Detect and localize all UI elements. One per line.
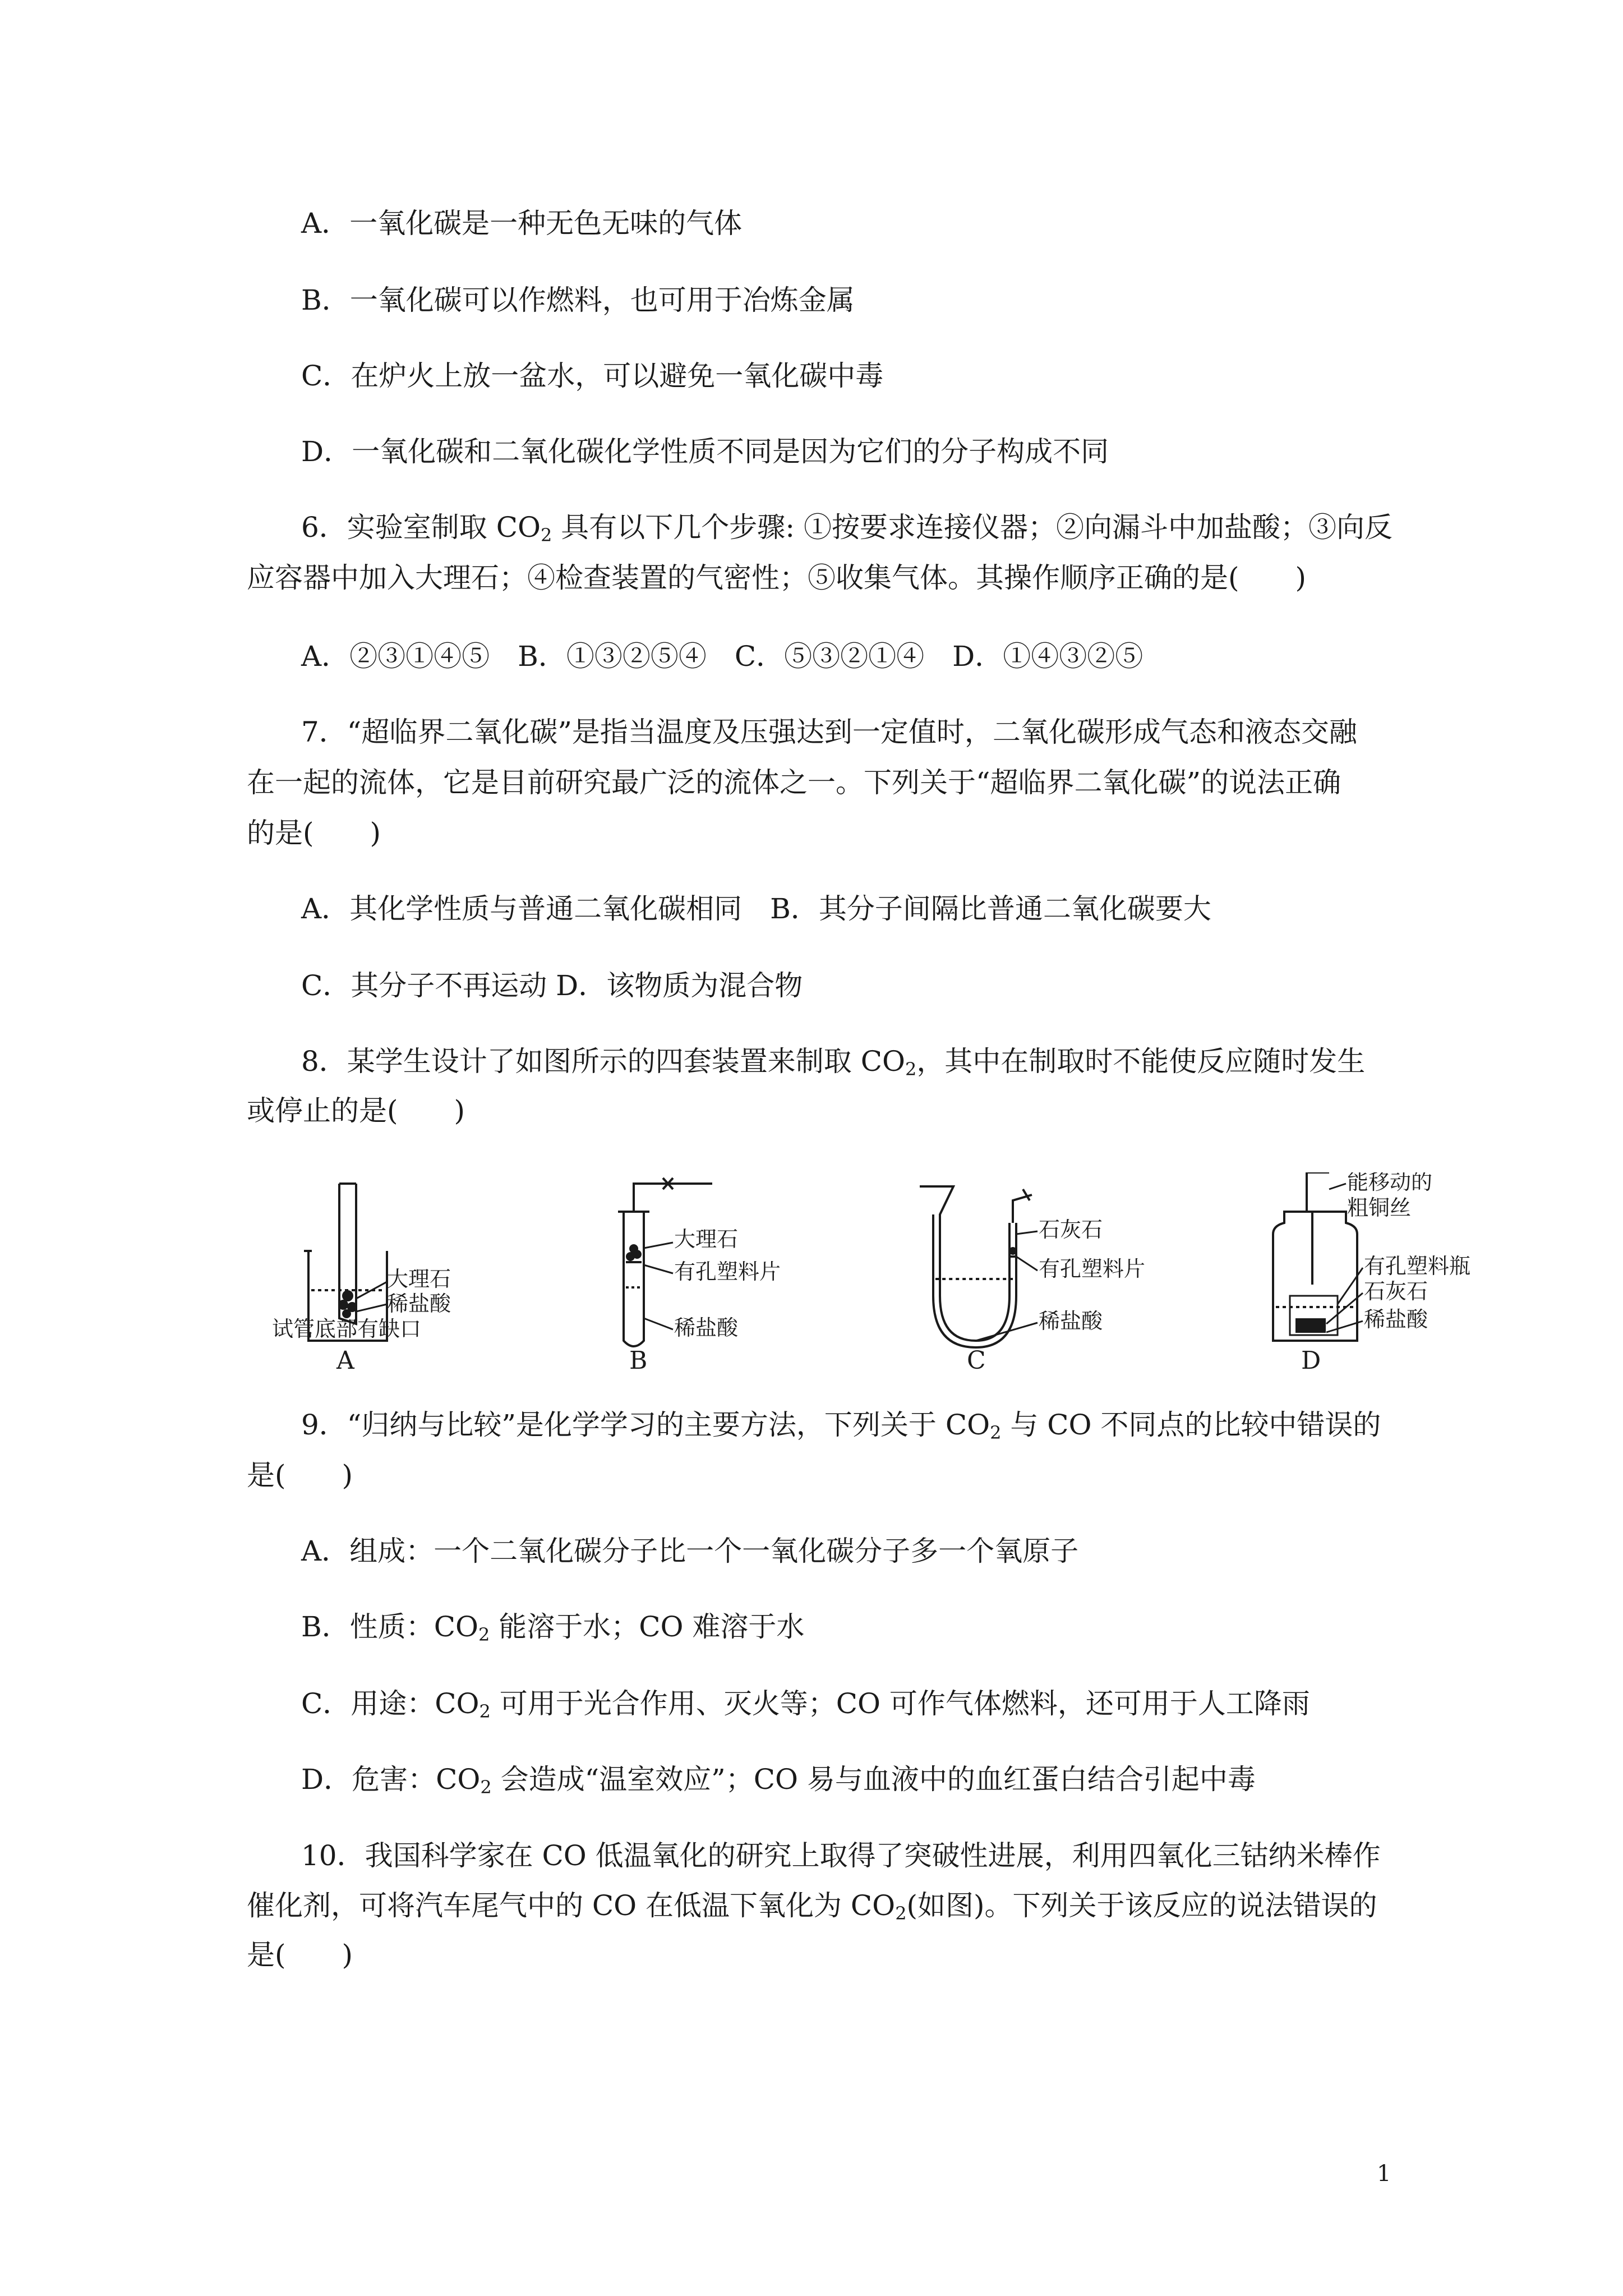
label-a-marble: 大理石 bbox=[387, 1267, 451, 1291]
q5-option-b: B．一氧化碳可以作燃料，也可用于冶炼金属 bbox=[301, 284, 855, 316]
q7-stem-line1: 7．“超临界二氧化碳”是指当温度及压强达到一定值时，二氧化碳形成气态和液态交融 bbox=[301, 716, 1357, 748]
q9-option-d: D．危害：$CO_2$ 会造成“温室效应”；CO 易与血液中的血红蛋白结合引起中毒 bbox=[301, 1763, 1256, 1798]
label-d-acid: 稀盐酸 bbox=[1364, 1307, 1428, 1332]
q9-stem-line2: 是( ) bbox=[247, 1459, 353, 1492]
page-number: 1 bbox=[1377, 2161, 1391, 2187]
label-b-marble: 大理石 bbox=[674, 1227, 739, 1251]
q7-options-cd: C．其分子不再运动 D．该物质为混合物 bbox=[301, 969, 803, 1002]
q9-option-a: A．组成：一个二氧化碳分子比一个一氧化碳分子多一个氧原子 bbox=[301, 1535, 1079, 1567]
label-d-wire-line1: 能移动的 bbox=[1347, 1172, 1433, 1194]
q5-option-d: D．一氧化碳和二氧化碳化学性质不同是因为它们的分子构成不同 bbox=[301, 435, 1109, 468]
apparatus-svg bbox=[247, 1172, 1481, 1386]
label-d-wire-line2: 粗铜丝 bbox=[1347, 1195, 1412, 1220]
caption-b: B bbox=[629, 1346, 648, 1375]
caption-d: D bbox=[1301, 1346, 1321, 1375]
q5-option-a: A．一氧化碳是一种无色无味的气体 bbox=[301, 207, 743, 240]
q6-options: A．②③①④⑤ B．①③②⑤④ C．⑤③②①④ D．①④③②⑤ bbox=[301, 640, 1144, 673]
label-b-acid: 稀盐酸 bbox=[674, 1315, 739, 1340]
q9-option-c: C．用途：$CO_2$ 可用于光合作用、灭火等；CO 可作气体燃料，还可用于人工降雨 bbox=[301, 1687, 1310, 1722]
label-d-bottle: 有孔塑料瓶 bbox=[1364, 1254, 1471, 1278]
q10-stem-line2: 催化剂，可将汽车尾气中的 CO 在低温下氧化为 $CO_2$(如图)。下列关于该反应的说法错误的 bbox=[247, 1889, 1377, 1924]
label-d-limestone: 石灰石 bbox=[1364, 1279, 1428, 1304]
q10-stem-line1: 10．我国科学家在 CO 低温氧化的研究上取得了突破性进展，利用四氧化三钴纳米棒作 bbox=[301, 1839, 1381, 1872]
label-c-acid: 稀盐酸 bbox=[1039, 1309, 1103, 1333]
q8-stem-line1: 8．某学生设计了如图所示的四套装置来制取 $CO_2$，其中在制取时不能使反应随时发生 bbox=[301, 1045, 1366, 1080]
apparatus-c bbox=[920, 1186, 1038, 1347]
label-c-limestone: 石灰石 bbox=[1039, 1217, 1103, 1242]
q6-stem-line2: 应容器中加入大理石；④检查装置的气密性；⑤收集气体。其操作顺序正确的是( ) bbox=[247, 562, 1307, 594]
q6-stem-line1: 6．实验室制取 $CO_2$ 具有以下几个步骤: ①按要求连接仪器；②向漏斗中加盐酸；③向反 bbox=[301, 511, 1393, 546]
q9-option-b: B．性质：$CO_2$ 能溶于水；CO 难溶于水 bbox=[301, 1611, 805, 1645]
caption-a: A bbox=[336, 1346, 354, 1375]
label-a-acid: 稀盐酸 bbox=[387, 1291, 451, 1316]
caption-c: C bbox=[967, 1346, 986, 1375]
q7-stem-line3: 的是( ) bbox=[247, 817, 381, 849]
q5-option-c: C．在炉火上放一盆水，可以避免一氧化碳中毒 bbox=[301, 360, 884, 392]
q9-stem-line1: 9．“归纳与比较”是化学学习的主要方法，下列关于 $CO_2$ 与 CO 不同点的比较中错误的 bbox=[301, 1409, 1381, 1443]
q8-stem-line2: 或停止的是( ) bbox=[247, 1094, 465, 1127]
q7-stem-line2: 在一起的流体，它是目前研究最广泛的流体之一。下列关于“超临界二氧化碳”的说法正确 bbox=[247, 766, 1341, 799]
label-c-plate: 有孔塑料片 bbox=[1039, 1257, 1146, 1281]
apparatus-figure bbox=[247, 1172, 1481, 1386]
label-a-notch: 试管底部有缺口 bbox=[272, 1317, 422, 1341]
q7-options-ab: A．其化学性质与普通二氧化碳相同 B．其分子间隔比普通二氧化碳要大 bbox=[301, 892, 1211, 925]
label-b-plate: 有孔塑料片 bbox=[674, 1259, 781, 1284]
q10-stem-line3: 是( ) bbox=[247, 1939, 353, 1971]
